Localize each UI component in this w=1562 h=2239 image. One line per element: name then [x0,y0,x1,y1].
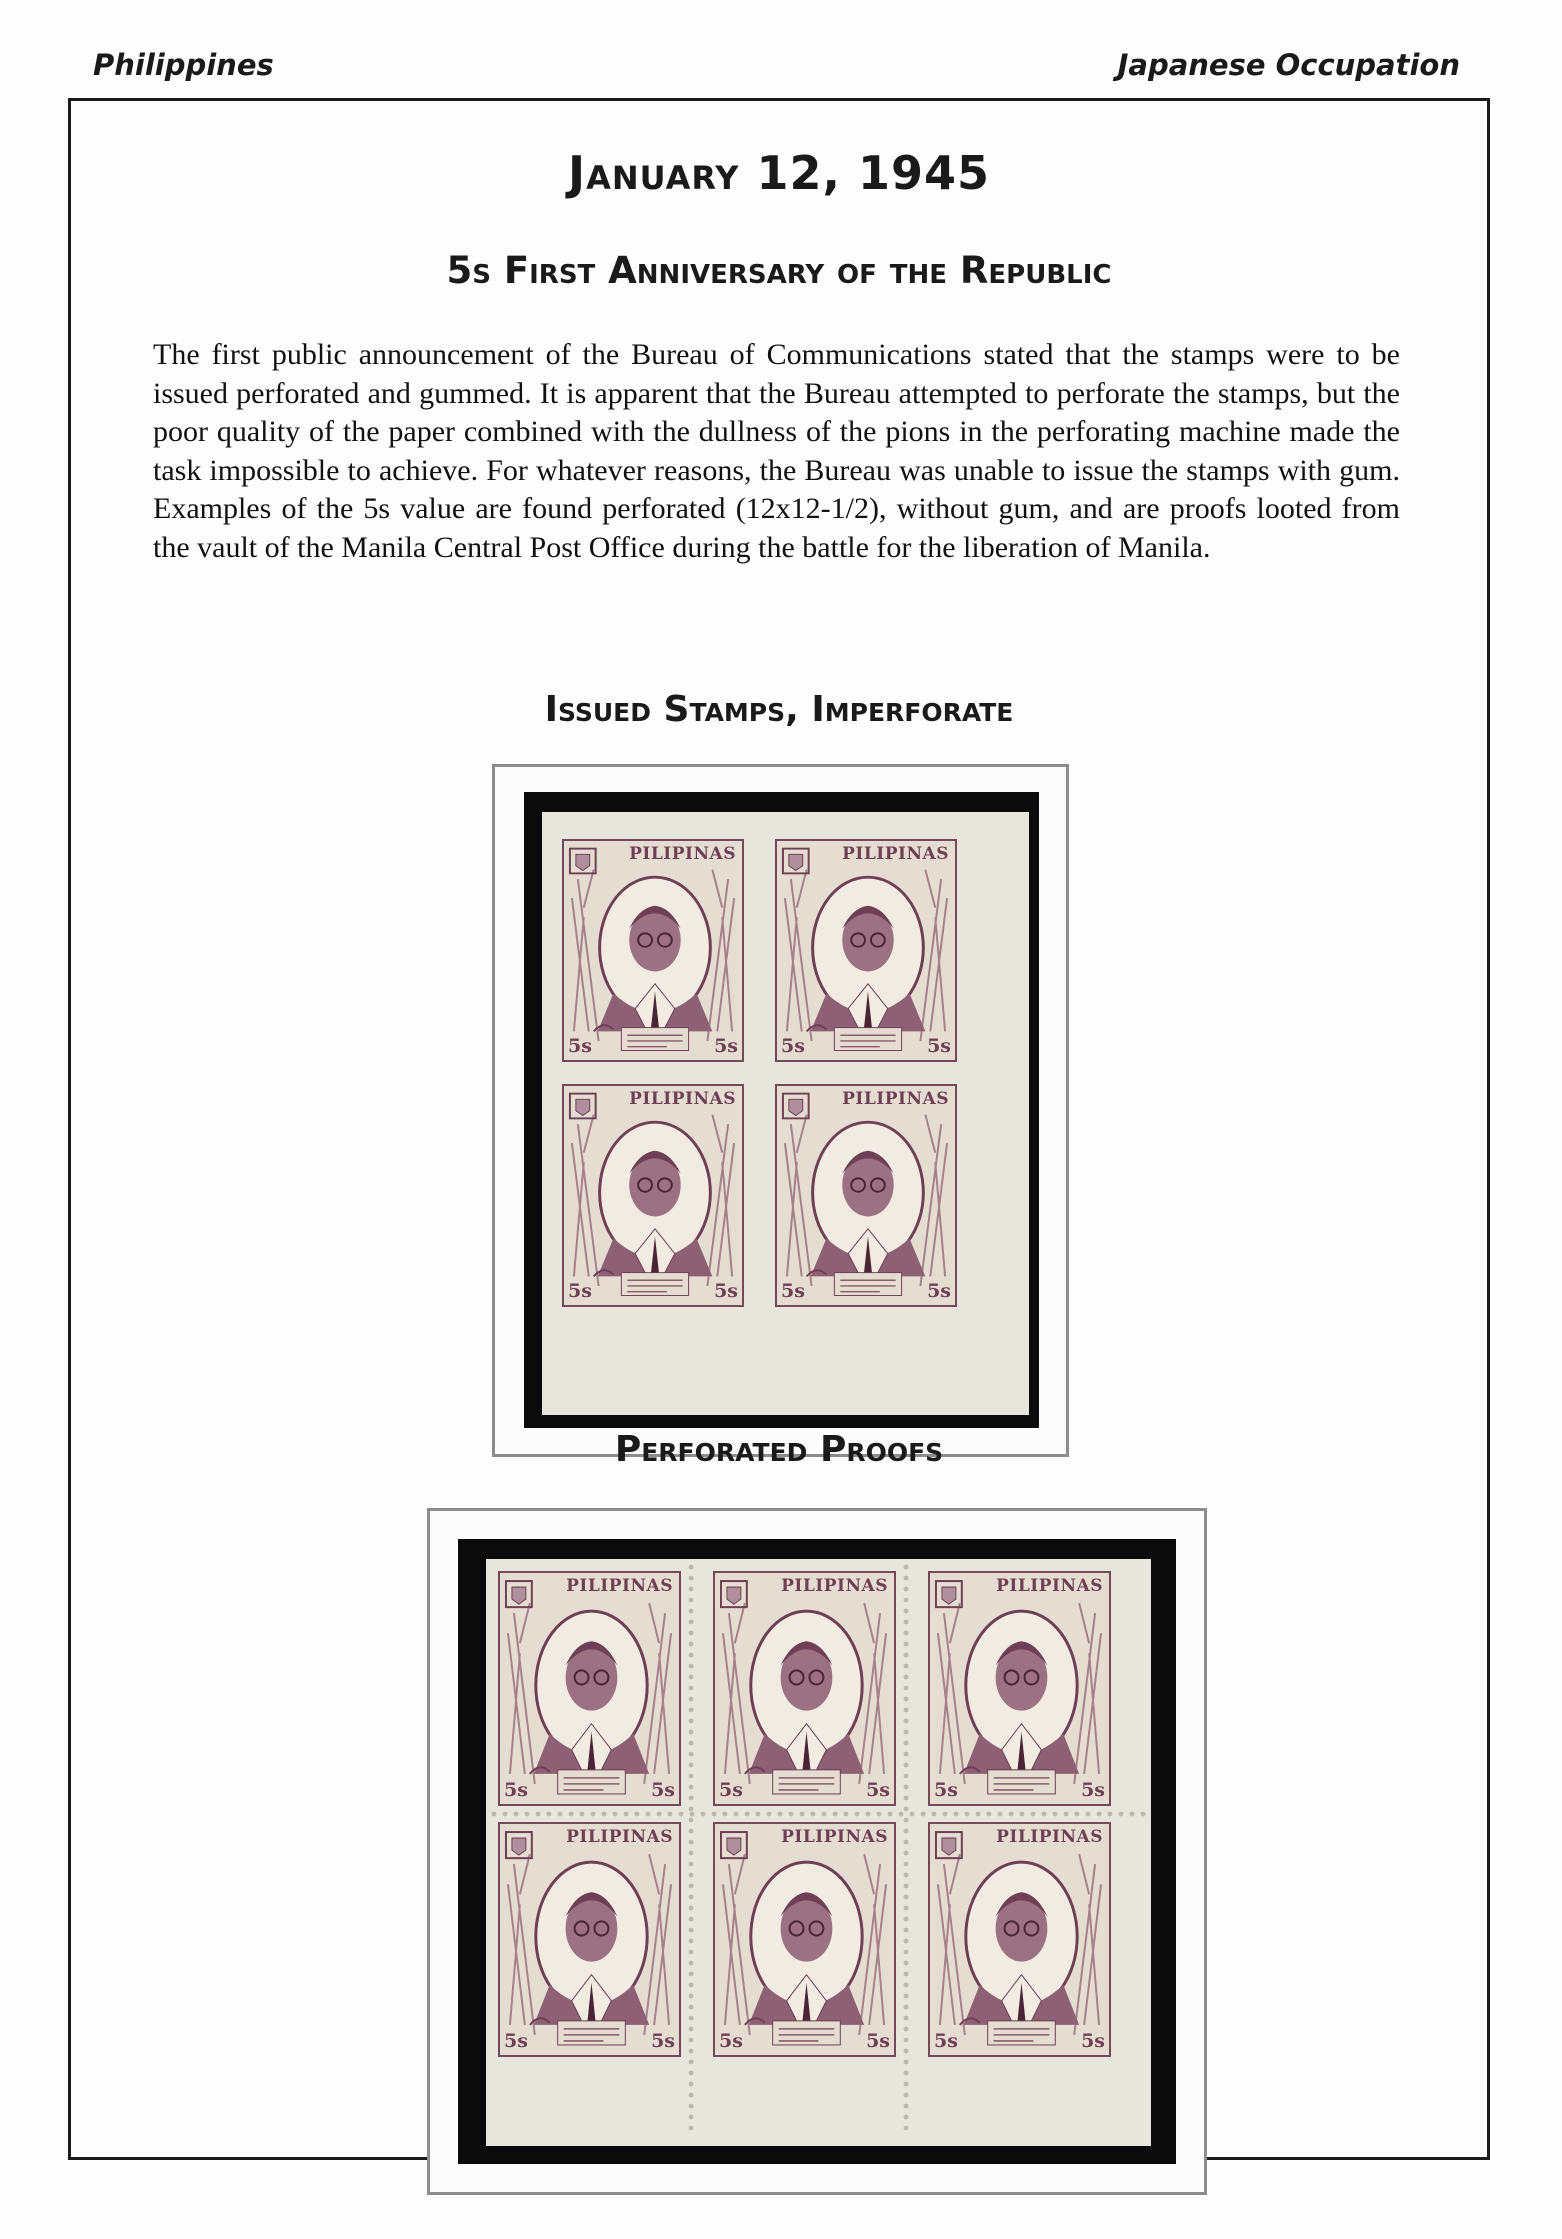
stamp-value-left: 5s [568,1280,592,1302]
perforation-holes [486,1559,1151,2146]
page-frame [68,98,1490,2160]
header-period: Japanese Occupation [1117,48,1460,82]
stamp-mount-imperforate [492,764,1069,1457]
stamp-country-label: PILIPINAS [629,844,736,864]
stamp-mount-perforated [427,1508,1207,2195]
stamp-country-label: PILIPINAS [566,1827,673,1847]
stamp-country-label: PILIPINAS [996,1576,1103,1596]
stamp-value-right: 5s [714,1280,738,1302]
stamp-value-right: 5s [1081,2030,1105,2052]
stamp-country-label: PILIPINAS [629,1089,736,1109]
stamp-value-left: 5s [504,2030,528,2052]
stamp-value-right: 5s [866,1779,890,1801]
stamp-value-right: 5s [651,2030,675,2052]
page-subtitle: 5s First Anniversary of the Republic [446,249,1112,292]
stamp-r1-c1 [562,839,744,1062]
page-title-date: January 12, 1945 [567,146,991,200]
stamp-country-label: PILIPINAS [842,844,949,864]
section-heading-perforated: Perforated Proofs [614,1429,944,1470]
stamp-country-label: PILIPINAS [566,1576,673,1596]
stamp-portrait-image [564,841,742,1060]
stamp-portrait-image [564,1086,742,1305]
stamp-country-label: PILIPINAS [842,1089,949,1109]
imperforate-block-of-four [542,812,1029,1415]
section-heading-imperforate: Issued Stamps, Imperforate [544,689,1014,730]
stamp-r2-c2 [775,1084,957,1307]
stamp-value-right: 5s [651,1779,675,1801]
header-country: Philippines [93,48,274,82]
stamp-country-label: PILIPINAS [996,1827,1103,1847]
perforated-block-of-six [486,1559,1151,2146]
mount-backing [524,792,1039,1428]
stamp-value-left: 5s [781,1280,805,1302]
stamp-value-right: 5s [927,1035,951,1057]
stamp-r1-c2 [775,839,957,1062]
stamp-value-left: 5s [568,1035,592,1057]
stamp-r2-c1 [562,1084,744,1307]
stamp-country-label: PILIPINAS [781,1576,888,1596]
stamp-value-left: 5s [504,1779,528,1801]
stamp-portrait-image [777,1086,955,1305]
description-paragraph: The first public announcement of the Bureau of Communications stated that the stamps were to be issued perforated and gummed. It is apparent that the Bureau attempted to perforate the stamps, but the poor quality of the paper combined with the dullness of the pions in the perforating machine made the task impossible to achieve. For whatever reasons, the Bureau was unable to issue the stamps with gum. Examples of the 5s value are found perforated (12x12-1/2), without gum, and are proofs looted from the vault of the Manila Central Post Office during the battle for the liberation of Manila. [153,338,1400,564]
stamp-value-right: 5s [927,1280,951,1302]
mount-backing [458,1539,1176,2164]
stamp-value-left: 5s [719,2030,743,2052]
stamp-value-left: 5s [781,1035,805,1057]
stamp-value-left: 5s [934,1779,958,1801]
stamp-value-left: 5s [934,2030,958,2052]
stamp-value-right: 5s [1081,1779,1105,1801]
stamp-country-label: PILIPINAS [781,1827,888,1847]
stamp-value-left: 5s [719,1779,743,1801]
stamp-portrait-image [777,841,955,1060]
stamp-value-right: 5s [866,2030,890,2052]
stamp-value-right: 5s [714,1035,738,1057]
